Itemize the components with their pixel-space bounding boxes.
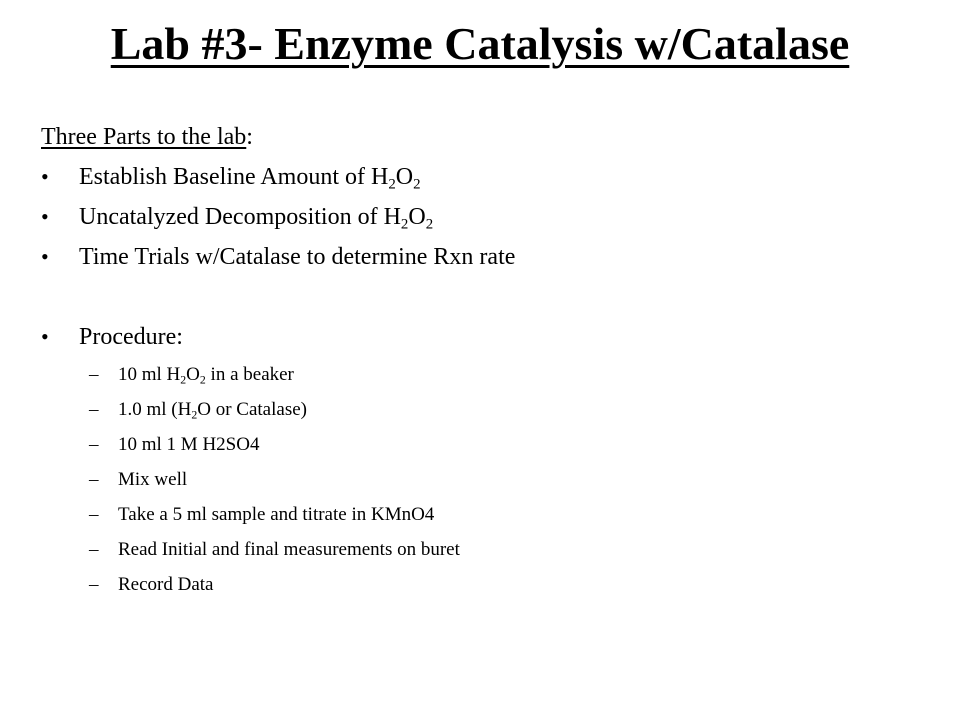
subscript: 2	[180, 373, 187, 387]
subscript: 2	[388, 176, 396, 193]
procedure-step	[41, 462, 921, 497]
bullet-icon: •	[41, 164, 49, 189]
bullet-icon: •	[41, 204, 49, 229]
dash-icon: –	[89, 434, 99, 455]
procedure-step	[41, 567, 921, 602]
procedure-steps	[41, 357, 921, 602]
step-text: Mix well	[118, 469, 188, 490]
bullet-text: Uncatalyzed Decomposition of H	[79, 204, 401, 230]
bullet-icon: •	[41, 324, 49, 349]
list-item	[41, 197, 921, 237]
subscript: 2	[191, 408, 198, 422]
dash-icon: –	[89, 399, 99, 420]
intro-label: Three Parts to the lab	[41, 124, 247, 150]
list-item	[41, 157, 921, 197]
step-text: Read Initial and final measurements on buret	[118, 539, 460, 560]
step-text: 10 ml H	[118, 364, 181, 385]
subscript: 2	[425, 216, 434, 233]
step-text: Record Data	[118, 574, 214, 595]
intro-colon: :	[246, 124, 253, 150]
dash-icon: –	[89, 574, 99, 595]
list-item	[41, 237, 921, 277]
bullet-text: Establish Baseline Amount of H	[79, 164, 389, 190]
spacer	[41, 277, 921, 317]
procedure-label: Procedure:	[79, 324, 183, 350]
bullet-text-mid: O	[408, 204, 426, 230]
procedure-step	[41, 392, 921, 427]
step-text-mid: O or Catalase)	[197, 399, 307, 420]
bullet-text-mid: O	[395, 164, 414, 190]
dash-icon: –	[89, 504, 99, 525]
procedure-step	[41, 532, 921, 567]
step-text: 10 ml 1 M H2SO4	[118, 434, 260, 455]
bullet-icon: •	[41, 244, 49, 269]
slide-title: Lab #3- Enzyme Catalysis w/Catalase	[110, 18, 850, 69]
list-item-procedure	[41, 317, 921, 357]
step-text-mid: O	[186, 364, 200, 385]
procedure-step	[41, 497, 921, 532]
step-text: Take a 5 ml sample and titrate in KMnO4	[118, 504, 435, 525]
bullet-text: Time Trials w/Catalase to determine Rxn rate	[79, 244, 516, 270]
dash-icon: –	[89, 539, 99, 560]
parts-list	[41, 157, 921, 357]
step-text-post: in a beaker	[205, 364, 294, 385]
step-text: 1.0 ml (H	[118, 399, 192, 420]
subscript: 2	[400, 216, 409, 233]
procedure-step	[41, 357, 921, 392]
dash-icon: –	[89, 469, 99, 490]
slide-content	[41, 117, 921, 602]
subscript: 2	[413, 176, 421, 193]
subscript: 2	[199, 373, 206, 387]
procedure-step	[41, 427, 921, 462]
dash-icon: –	[89, 364, 99, 385]
intro-line	[41, 117, 921, 157]
